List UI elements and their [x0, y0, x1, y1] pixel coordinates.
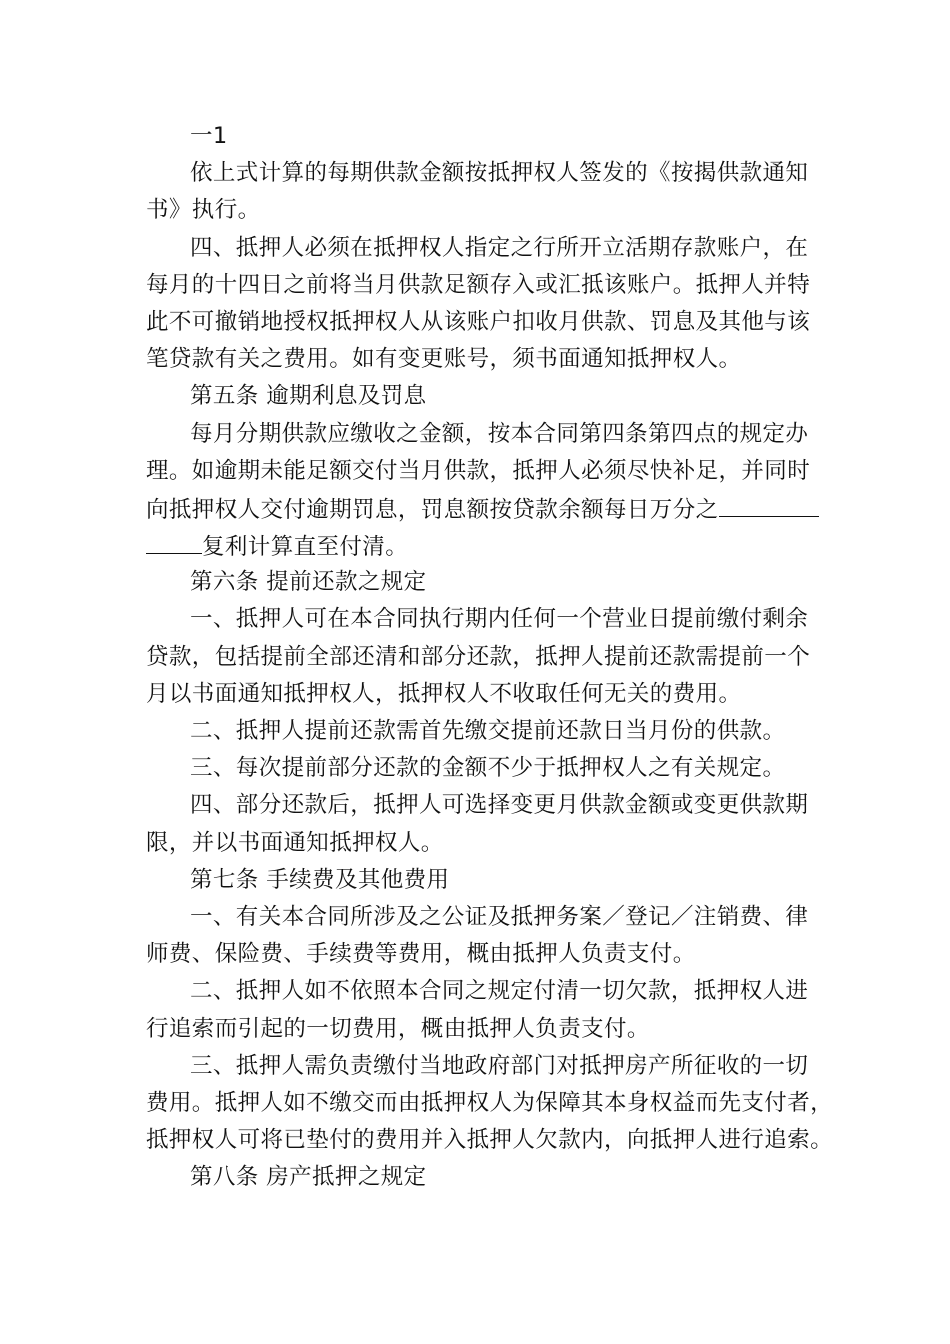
paragraph-line — [146, 267, 811, 304]
paragraph-line — [146, 1085, 834, 1122]
fill-in-blank — [719, 490, 819, 517]
paragraph-line — [146, 230, 808, 267]
heading-text: 第七条 手续费及其他费用 — [190, 866, 450, 893]
paragraph-line — [146, 453, 811, 490]
paragraph-line — [146, 973, 808, 1010]
text-line: 每月的十四日之前将当月供款足额存入或汇抵该账户。抵押人并特 — [146, 271, 811, 298]
paragraph-line — [146, 936, 808, 973]
heading-text: 第六条 提前还款之规定 — [190, 569, 427, 596]
text-line: 限，并以书面通知抵押权人。 — [146, 829, 444, 856]
text-line: 理。如逾期未能足额交付当月供款，抵押人必须尽快补足，并同时 — [146, 457, 811, 484]
section-heading-article-6 — [146, 564, 808, 601]
text-line: 依上式计算的每期供款金额按抵押权人签发的《按揭供款通知 — [190, 160, 809, 187]
heading-text: 第五条 逾期利息及罚息 — [190, 383, 427, 410]
text-line: 二、抵押人如不依照本合同之规定付清一切欠款，抵押权人进 — [190, 978, 809, 1005]
paragraph-line — [146, 490, 808, 527]
text-line: 一1 — [190, 123, 228, 149]
paragraph-line — [146, 192, 808, 229]
paragraph-line — [146, 639, 811, 676]
text-line: 贷款，包括提前全部还清和部分还款，抵押人提前还款需提前一个 — [146, 643, 811, 670]
document-body — [146, 118, 834, 1196]
paragraph-line — [146, 713, 808, 750]
text-line: 三、每次提前部分还款的金额不少于抵押权人之有关规定。 — [190, 755, 786, 782]
text-line: 一、抵押人可在本合同执行期内任何一个营业日提前缴付剩余 — [190, 606, 809, 633]
text-line: 抵押权人可将已垫付的费用并入抵押人欠款内，向抵押人进行追索。 — [146, 1127, 834, 1154]
paragraph-line — [146, 787, 808, 824]
paragraph-line — [146, 1011, 808, 1048]
heading-text: 第八条 房产抵押之规定 — [190, 1164, 427, 1191]
text-line: 每月分期供款应缴收之金额，按本合同第四条第四点的规定办 — [190, 420, 809, 447]
paragraph-line — [146, 416, 808, 453]
paragraph-line — [146, 825, 808, 862]
text-line: 二、抵押人提前还款需首先缴交提前还款日当月份的供款。 — [190, 718, 786, 744]
fill-in-blank — [146, 527, 202, 554]
paragraph-line — [146, 527, 808, 564]
paragraph-line — [146, 601, 808, 638]
text-line: 行追索而引起的一切费用，概由抵押人负责支付。 — [146, 1015, 650, 1042]
paragraph-line — [146, 676, 808, 713]
text-line: 复利计算直至付清。 — [202, 534, 409, 561]
paragraph-line — [146, 1122, 834, 1159]
text-line: 师费、保险费、手续费等费用，概由抵押人负责支付。 — [146, 941, 696, 968]
paragraph-line — [146, 155, 808, 192]
text-line: 费用。抵押人如不缴交而由抵押权人为保障其本身权益而先支付者， — [146, 1089, 834, 1116]
text-line: 一、有关本合同所涉及之公证及抵押务案／登记／注销费、律 — [190, 903, 809, 930]
section-heading-article-5 — [146, 378, 808, 415]
text-line: 四、抵押人必须在抵押权人指定之行所开立活期存款账户，在 — [190, 234, 809, 261]
section-heading-article-7 — [146, 862, 808, 899]
text-line: 四、部分还款后，抵押人可选择变更月供款金额或变更供款期 — [190, 792, 809, 819]
text-line: 此不可撤销地授权抵押权人从该账户扣收月供款、罚息及其他与该 — [146, 308, 811, 335]
paragraph-line — [146, 341, 808, 378]
paragraph-line — [146, 304, 811, 341]
text-line: 三、抵押人需负责缴付当地政府部门对抵押房产所征收的一切 — [190, 1052, 809, 1079]
text-line: 月以书面通知抵押权人，抵押权人不收取任何无关的费用。 — [146, 680, 742, 707]
text-line: 书》执行。 — [146, 197, 261, 224]
text-line: 向抵押权人交付逾期罚息，罚息额按贷款余额每日万分之 — [146, 496, 719, 523]
paragraph-line — [146, 899, 808, 936]
paragraph-line — [146, 1048, 808, 1085]
text-line: 笔贷款有关之费用。如有变更账号，须书面通知抵押权人。 — [146, 346, 742, 373]
formula-fragment — [146, 118, 808, 155]
paragraph-line — [146, 750, 808, 787]
section-heading-article-8 — [146, 1159, 808, 1196]
